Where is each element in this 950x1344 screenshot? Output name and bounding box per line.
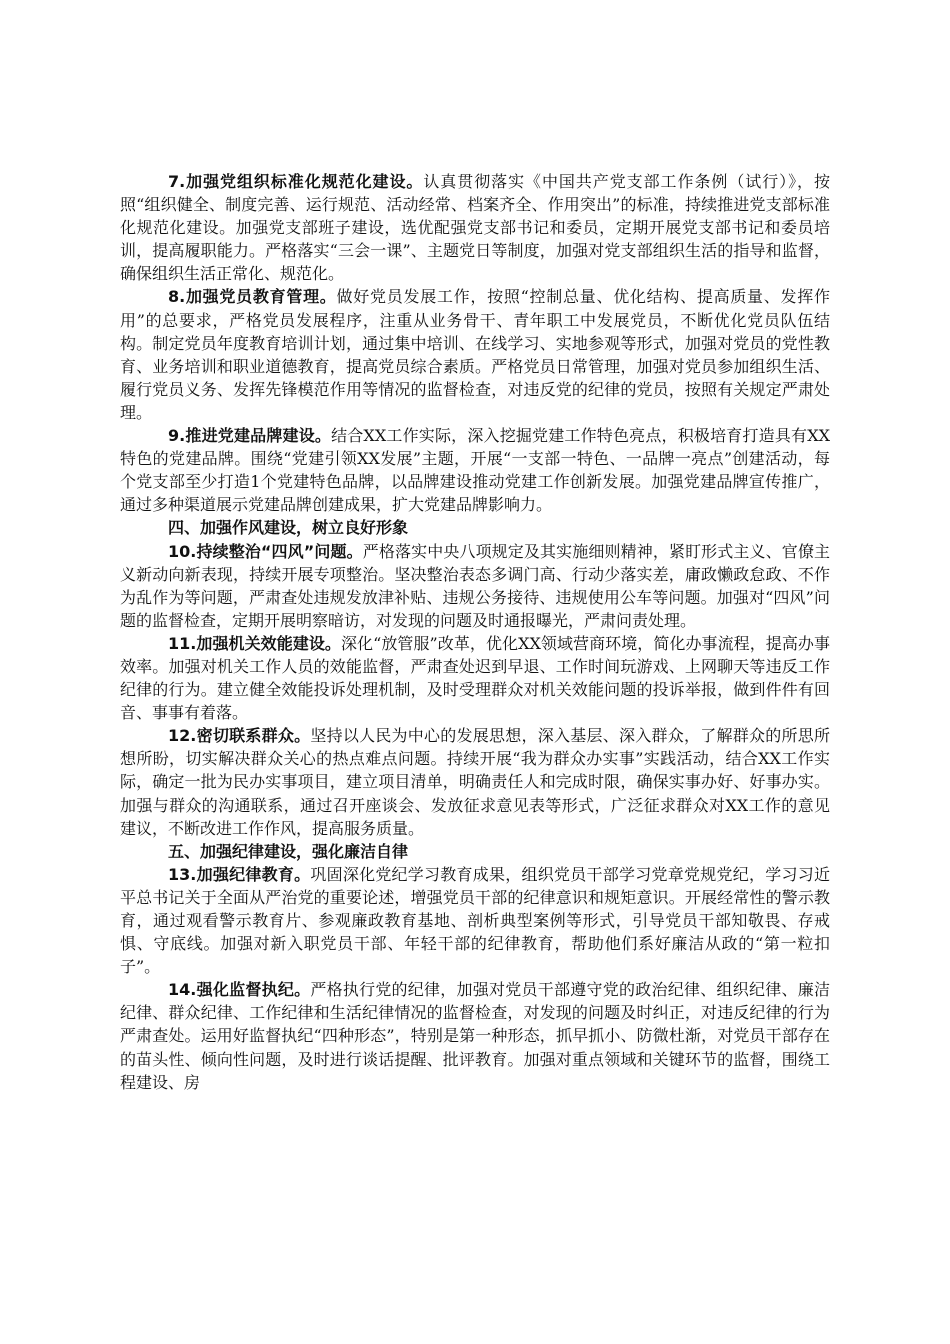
item-14 [120, 978, 830, 1093]
item-7 [120, 170, 830, 285]
item-11 [120, 632, 830, 724]
item-8 [120, 285, 830, 424]
item-14-lead: 14.强化监督执纪。 [168, 980, 311, 1000]
item-13-lead: 13.加强纪律教育。 [168, 864, 311, 884]
item-9-body: 结合XX工作实际，深入挖掘党建工作特色亮点，积极培育打造具有XX特色的党建品牌。围绕“党建引领XX发展”主题，开展“一支部一特色、一品牌一亮点”创建活动，每个党支部至少打造1个党建特色品牌，以品牌建设推动党建工作创新发展。加强党建品牌宣传推广，通过多种渠道展示党建品牌创建成果，扩大党建品牌影响力。 [120, 426, 830, 515]
item-13-body: 巩固深化党纪学习教育成果，组织党员干部学习党章党规党纪，学习习近平总书记关于全面从严治党的重要论述，增强党员干部的纪律意识和规矩意识。开展经常性的警示教育，通过观看警示教育片、参观廉政教育基地、剖析典型案例等形式，引导党员干部知敬畏、存戒惧、守底线。加强对新入职党员干部、年轻干部的纪律教育，帮助他们系好廉洁从政的“第一粒扣子”。 [120, 864, 830, 977]
item-9 [120, 424, 830, 516]
section-heading-4: 四、加强作风建设，树立良好形象 [168, 518, 409, 538]
item-12-lead: 12.密切联系群众。 [168, 726, 311, 746]
document-body [120, 170, 830, 1094]
item-10-body: 严格落实中央八项规定及其实施细则精神，紧盯形式主义、官僚主义新动向新表现，持续开展专项整治。坚决整治表态多调门高、行动少落实差，庸政懒政怠政、不作为乱作为等问题，严肃查处违规发放津补贴、违规公务接待、违规使用公车等问题。加强对“四风”问题的监督检查，定期开展明察暗访，对发现的问题及时通报曝光，严肃问责处理。 [120, 541, 830, 630]
item-12 [120, 724, 830, 839]
item-10 [120, 540, 830, 632]
item-10-lead: 10.持续整治“四风”问题。 [168, 541, 363, 561]
item-12-body: 坚持以人民为中心的发展思想，深入基层、深入群众，了解群众的所思所想所盼，切实解决群众关心的热点难点问题。持续开展“我为群众办实事”实践活动，结合XX工作实际，确定一批为民办实事项目，建立项目清单，明确责任人和完成时限，确保实事办好、好事办实。加强与群众的沟通联系，通过召开座谈会、发放征求意见表等形式，广泛征求群众对XX工作的意见建议，不断改进工作作风，提高服务质量。 [120, 726, 830, 838]
item-8-lead: 8.加强党员教育管理。 [168, 287, 337, 307]
section-heading-5: 五、加强纪律建设，强化廉洁自律 [168, 841, 409, 861]
item-9-lead: 9.推进党建品牌建设。 [168, 426, 332, 446]
item-13 [120, 863, 830, 978]
item-11-lead: 11.加强机关效能建设。 [168, 633, 341, 653]
item-7-lead: 7.加强党组织标准化规范化建设。 [168, 172, 424, 191]
item-8-body: 做好党员发展工作，按照“控制总量、优化结构、提高质量、发挥作用”的总要求，严格党员发展程序，注重从业务骨干、青年职工中发展党员，不断优化党员队伍结构。制定党员年度教育培训计划，通过集中培训、在线学习、实地参观等形式，加强对党员的党性教育、业务培训和职业道德教育，提高党员综合素质。严格党员日常管理，加强对党员参加组织生活、履行党员义务、发挥先锋模范作用等情况的监督检查，对违反党的纪律的党员，按照有关规定严肃处理。 [120, 287, 830, 422]
item-7-body: 认真贯彻落实《中国共产党支部工作条例（试行）》，按照“组织健全、制度完善、运行规范、活动经常、档案齐全、作用突出”的标准，持续推进党支部标准化规范化建设。加强党支部班子建设，选优配强党支部书记和委员，定期开展党支部书记和委员培训，提高履职能力。严格落实“三会一课”、主题党日等制度，加强对党支部组织生活的指导和监督，确保组织生活正常化、规范化。 [120, 172, 830, 284]
item-14-body: 严格执行党的纪律，加强对党员干部遵守党的政治纪律、组织纪律、廉洁纪律、群众纪律、工作纪律和生活纪律情况的监督检查，对发现的问题及时纠正，对违反纪律的行为严肃查处。运用好监督执纪“四种形态”，特别是第一种形态，抓早抓小、防微杜渐，对党员干部存在的苗头性、倾向性问题，及时进行谈话提醒、批评教育。加强对重点领域和关键环节的监督，围绕工程建设、房 [120, 980, 830, 1092]
item-11-body: 深化“放管服”改革，优化XX领域营商环境，简化办事流程，提高办事效率。加强对机关工作人员的效能监督，严肃查处迟到早退、工作时间玩游戏、上网聊天等违反工作纪律的行为。建立健全效能投诉处理机制，及时受理群众对机关效能问题的投诉举报，做到件件有回音、事事有着落。 [120, 633, 830, 723]
